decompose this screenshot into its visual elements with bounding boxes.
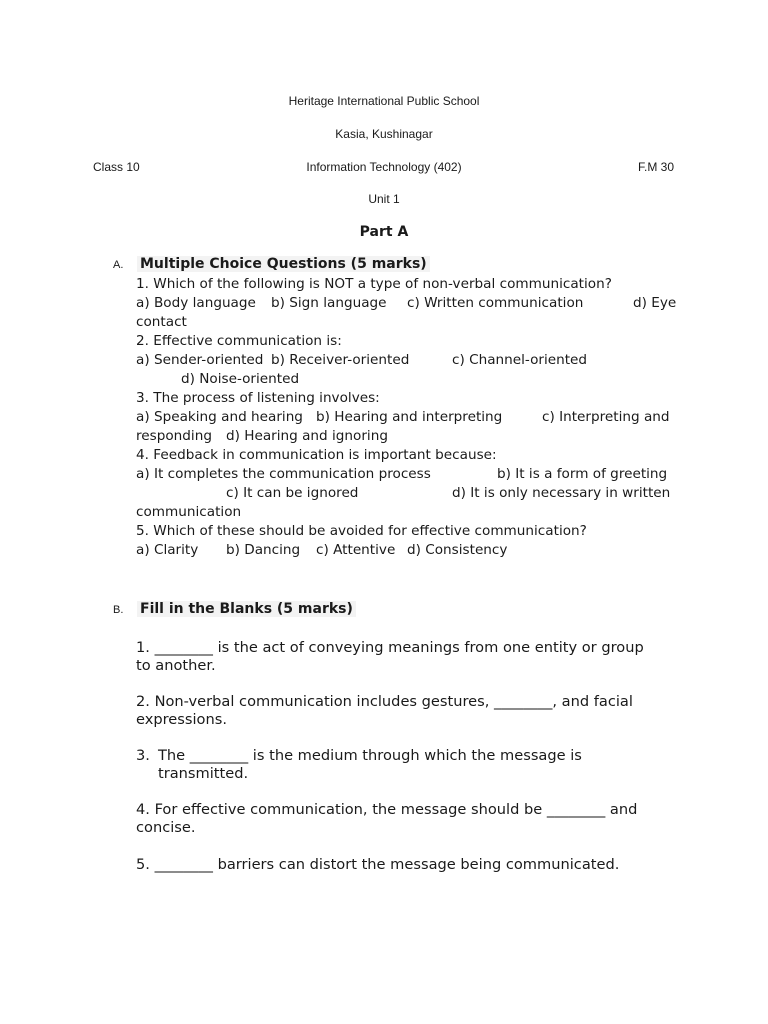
mcq-option-continued: responding (136, 428, 212, 444)
mcq-option-continued: contact (136, 314, 187, 330)
mcq-option: c) Written communication (407, 295, 584, 311)
section-a-letter: A. (113, 259, 124, 271)
blank-question-5: 5. ________ barriers can distort the message being communicated. (136, 856, 620, 873)
mcq-option: d) Hearing and ignoring (226, 428, 388, 444)
mcq-question-5: 5. Which of these should be avoided for effective communication? (136, 523, 587, 539)
mcq-option-continued: communication (136, 504, 242, 520)
section-b-letter: B. (113, 604, 124, 616)
mcq-option: b) Receiver-oriented (271, 352, 410, 368)
mcq-option: d) Noise-oriented (181, 371, 300, 387)
blank-question-4-continued: concise. (136, 819, 196, 836)
mcq-option: a) Sender-oriented (136, 352, 264, 368)
subject-label: Information Technology (402) (306, 160, 462, 174)
class-label: Class 10 (93, 160, 140, 174)
mcq-option: a) Body language (136, 295, 256, 311)
section-a-title: Multiple Choice Questions (5 marks) (137, 256, 430, 272)
mcq-question-1: 1. Which of the following is NOT a type of non-verbal communication? (136, 276, 612, 292)
blank-question-4: 4. For effective communication, the message should be ________ and (136, 801, 638, 818)
mcq-option: b) Sign language (271, 295, 387, 311)
mcq-option: b) It is a form of greeting (497, 466, 668, 482)
mcq-option: c) It can be ignored (226, 485, 359, 501)
mcq-option: d) Consistency (407, 542, 508, 558)
mcq-option: a) Clarity (136, 542, 199, 558)
blank-question-3-continued: transmitted. (158, 765, 249, 782)
blank-question-2-continued: expressions. (136, 711, 227, 728)
mcq-question-3: 3. The process of listening involves: (136, 390, 380, 406)
mcq-question-2: 2. Effective communication is: (136, 333, 342, 349)
blank-question-1: 1. ________ is the act of conveying meanings from one entity or group (136, 639, 644, 656)
part-title: Part A (359, 224, 409, 240)
mcq-question-4: 4. Feedback in communication is important because: (136, 447, 497, 463)
mcq-option: c) Channel-oriented (452, 352, 588, 368)
mcq-option: b) Dancing (226, 542, 301, 558)
unit-label: Unit 1 (368, 192, 400, 206)
mcq-option: c) Attentive (316, 542, 396, 558)
mcq-option: d) It is only necessary in written (452, 485, 671, 501)
blank-question-2: 2. Non-verbal communication includes gestures, ________, and facial (136, 693, 633, 710)
full-marks-label: F.M 30 (637, 160, 674, 174)
school-name: Heritage International Public School (288, 94, 480, 108)
section-b-title: Fill in the Blanks (5 marks) (137, 601, 356, 617)
mcq-option: d) Eye (633, 295, 677, 311)
school-location: Kasia, Kushinagar (335, 127, 433, 141)
blank-question-3-number: 3. (136, 747, 150, 764)
blank-question-3: The ________ is the medium through which the message is (158, 747, 582, 764)
mcq-option: a) It completes the communication process (136, 466, 431, 482)
mcq-option: b) Hearing and interpreting (316, 409, 503, 425)
mcq-option: c) Interpreting and (542, 409, 670, 425)
mcq-option: a) Speaking and hearing (136, 409, 303, 425)
blank-question-1-continued: to another. (136, 657, 216, 674)
